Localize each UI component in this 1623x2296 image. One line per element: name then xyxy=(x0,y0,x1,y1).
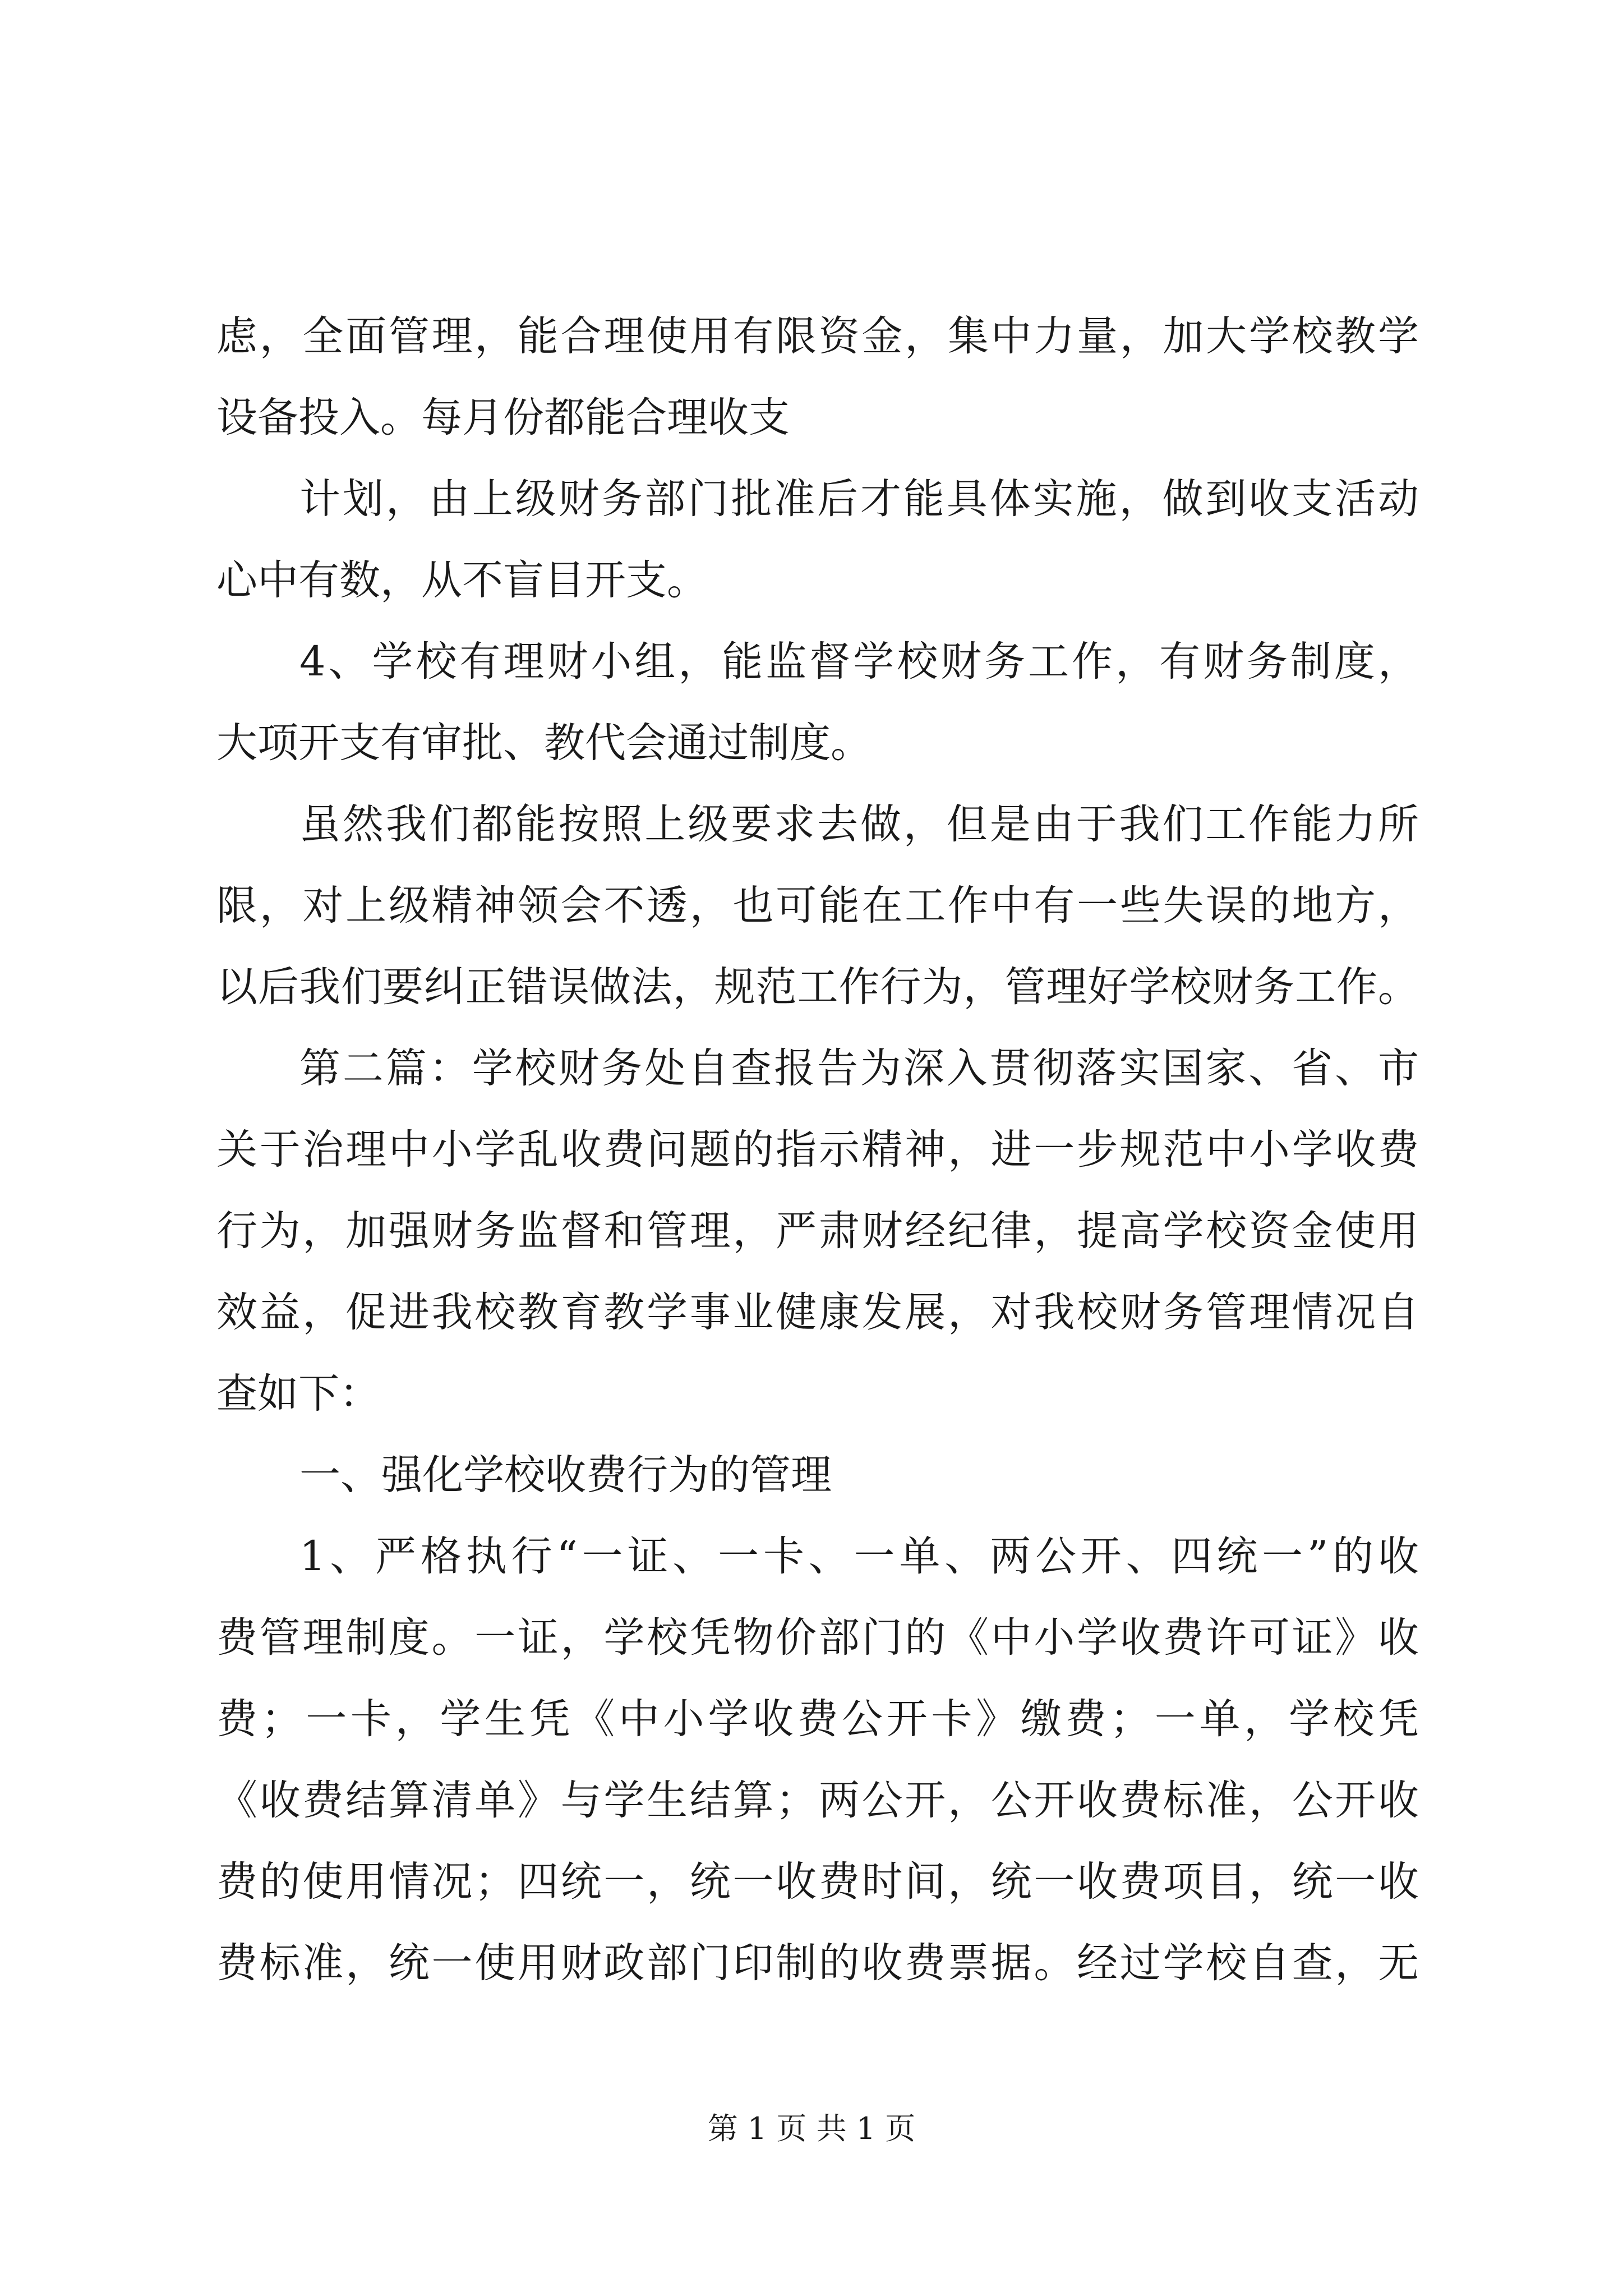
text-line: 费的使用情况；四统一，统一收费时间，统一收费项目，统一收 xyxy=(216,1858,1419,1906)
text-line: 计划，由上级财务部门批准后才能具体实施，做到收支活动 xyxy=(299,475,1419,523)
text-line: 查如下： xyxy=(216,1370,380,1418)
section-heading: 一、强化学校收费行为的管理 xyxy=(299,1451,832,1499)
text-line: 限，对上级精神领会不透，也可能在工作中有一些失误的地方， xyxy=(216,882,1419,930)
text-line: 《收费结算清单》与学生结算；两公开，公开收费标准，公开收 xyxy=(216,1777,1419,1824)
page-footer: 第 1 页 共 1 页 xyxy=(707,2111,916,2146)
text-line: 以后我们要纠正错误做法，规范工作行为，管理好学校财务工作。 xyxy=(216,963,1419,1011)
text-line: 行为，加强财务监督和管理，严肃财经纪律，提高学校资金使用 xyxy=(216,1207,1419,1255)
text-line: 设备投入。每月份都能合理收支 xyxy=(216,394,790,441)
text-line: 虑，全面管理，能合理使用有限资金，集中力量，加大学校教学 xyxy=(216,312,1419,360)
text-line: 1、严格执行“一证、一卡、一单、两公开、四统一”的收 xyxy=(299,1533,1419,1580)
text-line: 第二篇：学校财务处自查报告为深入贯彻落实国家、省、市 xyxy=(299,1045,1419,1092)
text-line: 大项开支有审批、教代会通过制度。 xyxy=(216,719,872,767)
text-line: 4、学校有理财小组，能监督学校财务工作，有财务制度， xyxy=(299,638,1419,685)
text-line: 关于治理中小学乱收费问题的指示精神，进一步规范中小学收费 xyxy=(216,1126,1419,1174)
text-line: 虽然我们都能按照上级要求去做，但是由于我们工作能力所 xyxy=(299,800,1419,848)
text-line: 费标准，统一使用财政部门印制的收费票据。经过学校自查，无 xyxy=(216,1939,1419,1987)
text-line: 效益，促进我校教育教学事业健康发展，对我校财务管理情况自 xyxy=(216,1289,1419,1336)
text-line: 费；一卡，学生凭《中小学收费公开卡》缴费；一单，学校凭 xyxy=(216,1695,1419,1743)
text-line: 费管理制度。一证，学校凭物价部门的《中小学收费许可证》收 xyxy=(216,1614,1419,1662)
text-line: 心中有数，从不盲目开支。 xyxy=(216,556,708,604)
